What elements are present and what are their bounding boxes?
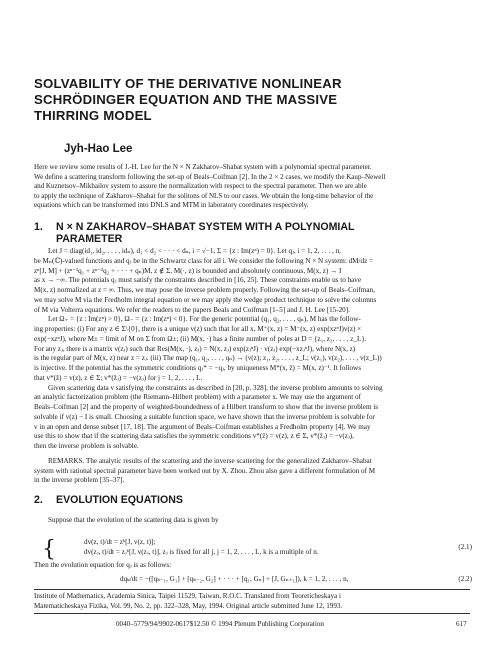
section-2-heading	[34, 494, 183, 506]
section-number: 1.	[34, 221, 43, 233]
body-line: is the regular part of M(x, z) near z = zⱼ. (iii) The map (q₁, q₂, . . . , qₙ) → (v(z); z₁, z₂, . . . , z_L; v(z₁), v(z₂), . . . , v(z_L))	[34, 354, 382, 363]
abstract-line: We define a scattering transform following the set-up of Beals–Coifman [2]. In the 2 × 2 cases, we modify the Kaup–Newell	[34, 172, 386, 181]
abstract-line: equations which can be transformed into DNLS and MTM in laboratory coordinates respectively.	[34, 201, 309, 210]
abstract	[34, 163, 470, 211]
section-title: EVOLUTION EQUATIONS	[56, 494, 183, 506]
body-line: then the inverse problem is solvable.	[34, 442, 139, 450]
body-line: Suppose that the evolution of the scattering data is given by	[48, 516, 219, 524]
paper-title	[34, 76, 454, 124]
title-line: SCHRÖDINGER EQUATION AND THE MASSIVE	[34, 92, 338, 107]
footnote-line: Matematicheskaya Fizika, Vol. 99, No. 2, pp. 322–328, May, 1994. Original article submitted June 12, 1993.	[34, 601, 343, 610]
body-line: Let Ω₊ = {z : Im(zⁿ) > 0}, Ω₋ = {z : Im(zⁿ) < 0}. For the generic potential (q₁, q₂, . . . , qₙ), M has the follow-	[48, 315, 361, 324]
remarks-line: in the inverse problem [35–37].	[34, 476, 125, 485]
abstract-line: and Kuznetsov–Mikhailov system to assure the normalization with respect to the spectral parameter. Then we are able	[34, 182, 367, 191]
body-line: an analytic factorization problem (the Riemann–Hilbert problem) with a parameter x. We may use the argument of	[34, 393, 361, 402]
abstract-line: to apply the technique of Zakharov–Shabat for the solitons of NLS to our cases. We obtain the long-time behavior of the	[34, 191, 374, 200]
body-line: exp(−xzⁿJ), where M± = limit of M on Σ from Ω±; (ii) M(x, ·) has a finite number of poles at D = {z₁, z₂, . . . , z_L}.	[34, 334, 367, 343]
footnote-rule	[34, 589, 470, 590]
equation-number: (2.1)	[458, 543, 472, 551]
equation-brace: {	[42, 537, 56, 562]
body-line: For any zⱼ, there is a matrix v(zⱼ) such that Res(M(x, ·), zⱼ) = N(x, zⱼ) exp(zⱼⁿJ) · v(zⱼ) exp(−xzⱼⁿJ), where N(x, z)	[34, 344, 356, 353]
footnote	[34, 592, 470, 611]
section-2-body	[34, 516, 472, 526]
body-line: of M via Volterra equations. We refer the readers to the papers Beals and Coifman [1–5] and J. H. Lee [15-20].	[34, 305, 350, 314]
section-title-continued: PARAMETER	[56, 233, 123, 245]
body-line: is injective. If the potential has the symmetric conditions qⱼ* = −qⱼ, by uniqueness M*(x, z̄) = M(x, z)⁻¹. It follows	[34, 364, 361, 372]
section-2-text	[34, 561, 472, 571]
remarks-line: REMARKS. The analytic results of the scattering and the inverse scattering for the generalized Zakharov–Shabat	[48, 456, 372, 465]
body-line: ing properties: (i) For any z ∈ Σ\{0}, there is a unique v(z) such that for all x, M⁺(x, z) = M⁻(x, z) exp(xzⁿJ)v(z) ×	[34, 325, 362, 333]
equation-text: dv(zⱼ, t)/dt = zⱼᵏ[J, v(zⱼ, t)], zⱼ is fixed for all j, j = 1, 2, . . . , L, k is a multiple of n.	[84, 547, 319, 556]
author-name: Jyh-Hao Lee	[64, 143, 133, 155]
body-line: Given scattering data v satisfying the constraints as described in [20, p. 328], the inverse problem amounts to solving	[48, 383, 383, 392]
equation-number: (2.2)	[458, 575, 472, 583]
body-line: zⁿ[J, M] + (zⁿ⁻¹q₁ + zⁿ⁻²q₂ + · · · + qₙ)M, z ∉ Σ, M(·, z) is bounded and absolutely continuous, M(x, z) → I	[34, 266, 342, 275]
section-number: 2.	[34, 494, 43, 506]
equation-text: dv(z, t)/dt = zᵏ[J, v(z, t)];	[84, 538, 156, 546]
body-line: Beals–Coifman [2] and the property of weighted-boundedness of a Hilbert transform to show that the inverse problem is	[34, 403, 379, 411]
section-1-body	[34, 247, 472, 486]
body-line: as x → −∞. The potentials qⱼ must satisfy the constraints described in [16, 25]. These constraints enable us to have	[34, 276, 362, 285]
footer-rule	[34, 613, 470, 614]
section-title: N × N ZAKHAROV–SHABAT SYSTEM WITH A POLYNOMIAL	[56, 221, 355, 233]
abstract-line: Here we review some results of J.-H. Lee for the N × N Zakharov–Shabat system with a polynomial spectral parameter.	[34, 163, 372, 171]
body-line: use this to show that if the scattering data satisfies the symmetric conditions v*(z̄) = v(z), z ∈ Σ, v*(z̄ⱼ) = −v(zⱼ),	[34, 432, 354, 441]
section-1-heading	[34, 221, 355, 245]
copyright-line: 0040–5779/94/9902-0617$12.50 © 1994 Plenum Publishing Corporation	[116, 620, 324, 628]
body-line: be Mₙ(ℂ)-valued functions and qⱼ be in the Schwartz class for all i. We consider the following N × N system: dM/dz =	[34, 256, 374, 265]
body-line: that v*(z̄) = v(z), z ∈ Σ; v*(z̄ⱼ) = −v(zⱼ) for j = 1, 2, . . . , L.	[34, 373, 203, 382]
body-line: M(x, z) normalized at z = ∞. Thus, we may pose the inverse problem properly. Following the set-up of Beals–Coifman,	[34, 286, 375, 294]
body-line: v in an open and dense subset [17, 18]. The argument of Beals–Coifman establishes a Fredholm property [4]. We may	[34, 422, 371, 431]
page-number: 617	[456, 620, 467, 628]
title-line: THIRRING MODEL	[34, 108, 152, 123]
body-line: solvable if v(z) − I is small. Choosing a suitable function space, we have shown that the inverse problem is solvable for	[34, 412, 375, 421]
title-line: SOLVABILITY OF THE DERIVATIVE NONLINEAR	[34, 76, 342, 91]
remarks-line: system with rational spectral parameter have been worked out by X. Zhou. Zhou also gave a different formulation of M	[34, 466, 376, 475]
body-line: Let J = diag(id₁, id₂, . . . , idₙ), d₁ < d₂ < · · · < dₙ, i = √−1, Σ = {z : Im(zⁿ) = 0}. Let qⱼ, i = 1, 2, . . . , n,	[48, 247, 341, 255]
body-line: Then the evolution equation for qⱼ is as follows:	[34, 561, 172, 569]
footnote-line: Institute of Mathematics, Academia Sinica, Taipei 11529, Taiwan, R.O.C. Translated from Teoreticheskaya i	[34, 592, 341, 600]
equation-text: dqₖ/dt = −([qₖ₋₁, G₁] + [qₖ₋₂, G₂] + · · · + [q₁, Gₙ] + [J, Gₙ₊₁]), k = 1, 2, . . . , n,	[120, 575, 349, 583]
body-line: we may solve M via the Fredholm integral equation or we may apply the wedge product technique to solve the columns	[34, 295, 377, 304]
